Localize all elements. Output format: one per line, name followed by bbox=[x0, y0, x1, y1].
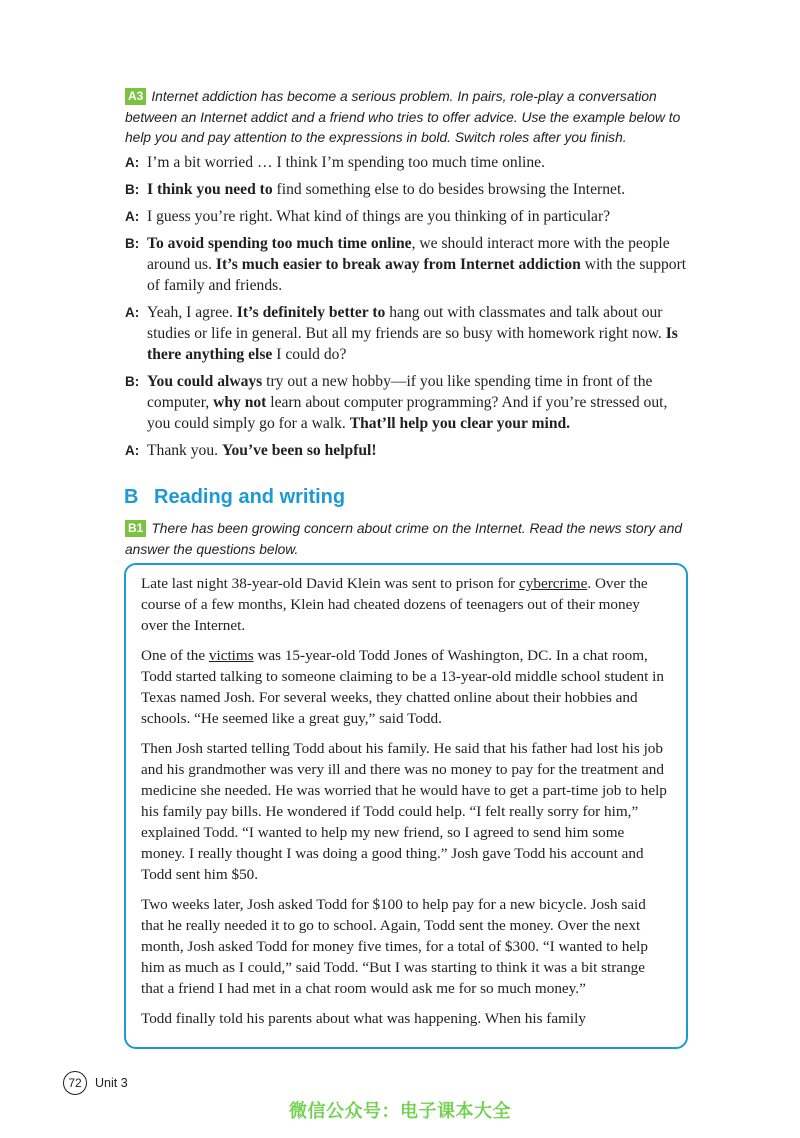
dialog-segment: with the support of family and friends. bbox=[147, 256, 687, 294]
story-segment: was 15-year-old Todd Jones of Washington, DC. In a chat room, Todd started talking to someone claiming to be a 13-year-old middle school student in Texas named Josh. For several weeks, they chatted online about their hobbies and schools. “He seemed like a great guy,” said Todd. bbox=[141, 647, 664, 727]
bold-expression: Is there anything else bbox=[147, 325, 678, 363]
dialog-segment: hang out with classmates and talk about our studies or life in general. But all my friends are so busy with homework right now. bbox=[147, 304, 666, 342]
story-segment: Two weeks later, Josh asked Todd for $100 to help pay for a new bicycle. Josh said that he really needed it to go to school. Again, Todd sent the money. Over the next month, Josh asked Todd for money five times, for a total of $300. “I wanted to help him as much as I could,” said Todd. “But I was starting to think it was a bit strange that a friend I had met in a chat room would ask me for so much money.” bbox=[141, 896, 648, 997]
speaker-label: A: bbox=[125, 155, 140, 170]
story-segment: Todd finally told his parents about what was happening. When his family bbox=[141, 1010, 586, 1027]
dialog-text bbox=[147, 233, 690, 296]
dialog-text bbox=[147, 152, 690, 173]
page-number: 72 bbox=[63, 1071, 87, 1095]
b1-instruction-text: There has been growing concern about crime on the Internet. Read the news story and answer the questions below. bbox=[125, 521, 683, 557]
dialog-text bbox=[147, 206, 690, 227]
bold-expression: why not bbox=[213, 394, 267, 411]
story-paragraph bbox=[141, 738, 670, 885]
speaker-label: A: bbox=[125, 443, 140, 458]
dialog-segment: I could do? bbox=[272, 346, 347, 363]
dialog-line bbox=[125, 371, 690, 434]
underlined-word: victims bbox=[208, 647, 254, 664]
story-segment: . Over the course of a few months, Klein had cheated dozens of teenagers out of their money over the Internet. bbox=[141, 575, 648, 634]
dialog-segment: Yeah, I agree. bbox=[147, 304, 237, 321]
story-segment: One of the bbox=[141, 647, 209, 664]
dialog-segment: I guess you’re right. What kind of things are you thinking of in particular? bbox=[147, 208, 611, 225]
dialog-line bbox=[125, 302, 690, 365]
dialog-line bbox=[125, 206, 690, 227]
b1-tag: B1 bbox=[125, 520, 146, 537]
speaker-label: A: bbox=[125, 209, 140, 224]
dialog-segment: try out a new hobby—if you like spending time in front of the computer, bbox=[147, 373, 653, 411]
dialog-text bbox=[147, 371, 690, 434]
story-paragraph bbox=[141, 1008, 670, 1029]
dialog-line bbox=[125, 440, 690, 461]
unit-label: Unit 3 bbox=[95, 1076, 128, 1090]
speaker-label: B: bbox=[125, 182, 140, 197]
b1-instruction bbox=[125, 519, 685, 560]
news-story-box bbox=[124, 563, 688, 1049]
dialog-line bbox=[125, 179, 690, 200]
story-segment: Then Josh started telling Todd about his family. He said that his father had lost his job and his grandmother was very ill and there was no money to pay for the treatment and medicine she needed. He was worried that he would have to get a part-time job to help his family pay bills. He wondered if Todd could help. “I felt really sorry for him,” explained Todd. “I wanted to help my new friend, so I agreed to send him some money. I really thought I was doing a good thing.” Josh gave Todd his account and Todd sent him $50. bbox=[141, 740, 667, 883]
underlined-word: cybercrime bbox=[519, 575, 588, 592]
dialog-text bbox=[147, 440, 690, 461]
bold-expression: I think you need to bbox=[147, 181, 273, 198]
bold-expression: That’ll help you clear your mind. bbox=[349, 415, 571, 432]
speaker-label: A: bbox=[125, 305, 140, 320]
dialog-line bbox=[125, 152, 690, 173]
a3-tag: A3 bbox=[125, 88, 146, 105]
bold-expression: To avoid spending too much time online bbox=[147, 235, 412, 252]
a3-instruction bbox=[125, 87, 685, 149]
dialog-segment: Thank you. bbox=[147, 442, 222, 459]
dialog-line bbox=[125, 233, 690, 296]
story-paragraph bbox=[141, 645, 670, 729]
story-segment: Late last night 38-year-old David Klein was sent to prison for bbox=[141, 575, 520, 592]
dialog-segment: I’m a bit worried … I think I’m spending too much time online. bbox=[147, 154, 545, 171]
watermark: 微信公众号：电子课本大全 bbox=[289, 1101, 511, 1122]
bold-expression: You could always bbox=[147, 373, 263, 390]
speaker-label: B: bbox=[125, 236, 140, 251]
speaker-label: B: bbox=[125, 374, 140, 389]
dialog-text bbox=[147, 302, 690, 365]
dialog-segment: find something else to do besides browsing the Internet. bbox=[272, 181, 626, 198]
a3-instruction-text: Internet addiction has become a serious problem. In pairs, role-play a conversation between an Internet addict and a friend who tries to offer advice. Use the example below to help you and pay attention to the expressions in bold. Switch roles after you finish. bbox=[125, 89, 681, 145]
bold-expression: It’s definitely better to bbox=[236, 304, 386, 321]
section-letter: B bbox=[124, 486, 139, 508]
bold-expression: You’ve been so helpful! bbox=[221, 442, 377, 459]
story-paragraph bbox=[141, 573, 670, 636]
section-title: Reading and writing bbox=[154, 486, 346, 508]
dialog-text bbox=[147, 179, 690, 200]
dialog-segment: learn about computer programming? And if you’re stressed out, you could simply go for a walk. bbox=[147, 394, 668, 432]
dialog-segment: , we should interact more with the people around us. bbox=[147, 235, 670, 273]
section-b-heading bbox=[124, 483, 345, 511]
dialog bbox=[125, 152, 690, 467]
page-footer bbox=[63, 1071, 128, 1095]
bold-expression: It’s much easier to break away from Internet addiction bbox=[215, 256, 581, 273]
story-paragraph bbox=[141, 894, 670, 999]
